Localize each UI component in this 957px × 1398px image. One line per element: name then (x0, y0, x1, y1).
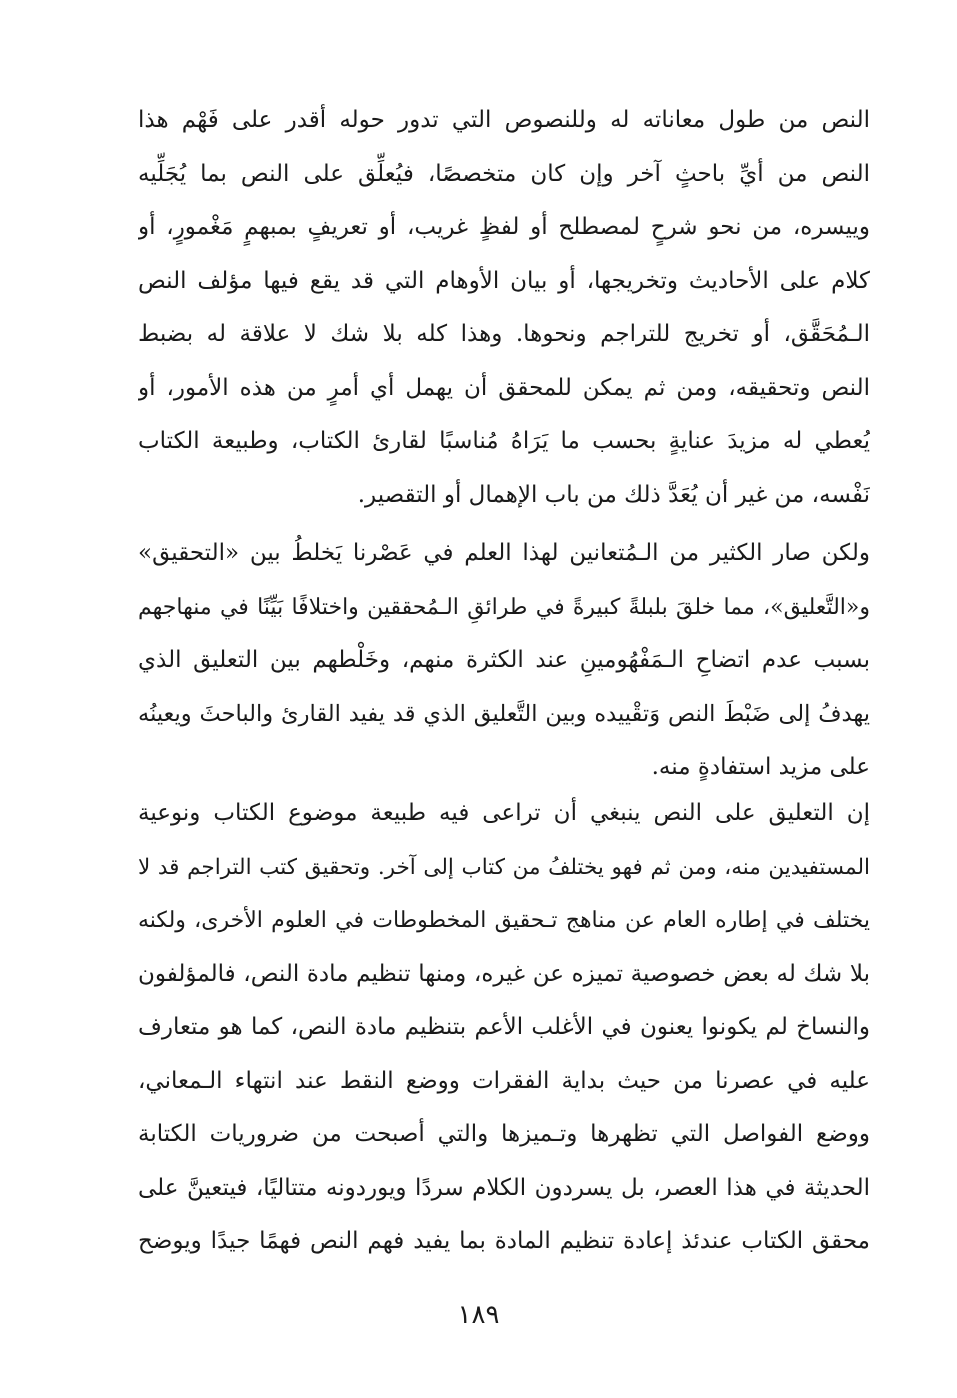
text-line: محقق الكتاب عندئذ إعادة تنظيم المادة بما يفيد فهم النص فهمًا جيدًا ويوضح (138, 1228, 870, 1254)
text-line: و«التَّعليق»، مما خلقَ بلبلةً كبيرةً في طرائقِ الـمُحققين واختلافًا بَيِّنًا في منهاجهم (138, 594, 870, 620)
text-line: وييسره، من نحو شرحٍ لمصطلح أو لفظٍ غريب، أو تعريفٍ بمبهمٍ مَغْمورٍ، أو (138, 214, 870, 240)
text-line: كلام على الأحاديث وتخريجها، أو بيان الأوهام التي قد يقع فيها مؤلف النص (138, 267, 870, 294)
text-line: إن التعليق على النص ينبغي أن تراعى فيه طبيعة موضوع الكتاب ونوعية (138, 800, 870, 826)
text-line: الحديثة في هذا العصر، بل يسردون الكلام سردًا ويوردونه متتاليًا، فيتعينَّ على (138, 1174, 870, 1201)
text-line: النص وتحقيقه، ومن ثم يمكن للمحقق أن يهمل أي أمرٍ من هذه الأمور، أو (138, 374, 870, 401)
text-line: بلا شك له بعض خصوصية تميزه عن غيره، ومنها تنظيم مادة النص، فالمؤلفون (138, 960, 870, 987)
paragraph-1 (138, 94, 870, 522)
text-line: عليه في عصرنا من حيث بداية الفقرات ووضع النقط عند انتهاء الـمعاني، (138, 1067, 870, 1094)
text-line: النص من أيِّ باحثٍ آخر وإن كان متخصصًا، فيُعلِّق على النص بما يُجَلِّيه (138, 160, 870, 187)
text-line: والنساخ لم يكونوا يعنون في الأغلب الأعم بتنظيم مادة النص، كما هو متعارف (138, 1014, 870, 1040)
paragraph-2 (138, 527, 870, 795)
text-line: المستفيدين منه، ومن ثم فهو يختلفُ من كتاب إلى آخر. وتحقيق كتب التراجم قد لا (138, 854, 870, 880)
text-line: يهدفُ إلى ضَبْطَ النص وَتقْييده وبين التَّعليق الذي قد يفيد القارئ والباحثَ ويعينُه (138, 700, 870, 727)
text-line: يُعطي له مزيدَ عنايةٍ بحسب ما يَرَاهُ مُناسبًا لقارئ الكتاب، وطبيعة الكتاب (138, 428, 870, 454)
text-line: بسبب عدم اتضاحِ الـمَفْهُومينِ عند الكثرة منهم، وخَلْطهم بين التعليق الذي (138, 647, 870, 673)
page-number: ١٨٩ (457, 1300, 500, 1330)
text-line: يختلف في إطاره العام عن مناهج تـحقيق المخطوطات في العلوم الأخرى، ولكنه (138, 908, 870, 933)
text-line: ولكن صار الكثير من الـمُتعانين لهذا العلم في عَصْرنا يَخلطُ بين «التحقيق» (138, 540, 870, 566)
text-line: نَفْسه، من غير أن يُعَدَّ ذلك من باب الإهمال أو التقصير. (357, 481, 870, 508)
text-line: على مزيد استفادةٍ منه. (651, 754, 870, 780)
text-line: الـمُحَقَّق، أو تخريج للتراجم ونحوها. وهذا كله بلا شك لا علاقة له بضبط (138, 321, 870, 347)
text-line: النص من طول معاناته له وللنصوص التي تدور حوله أقدر على فَهْم هذا (138, 107, 870, 133)
text-line: ووضع الفواصل التي تظهرها وتـميزها والتي أصبحت من ضروريات الكتابة (138, 1121, 870, 1147)
paragraph-3 (138, 787, 870, 1269)
